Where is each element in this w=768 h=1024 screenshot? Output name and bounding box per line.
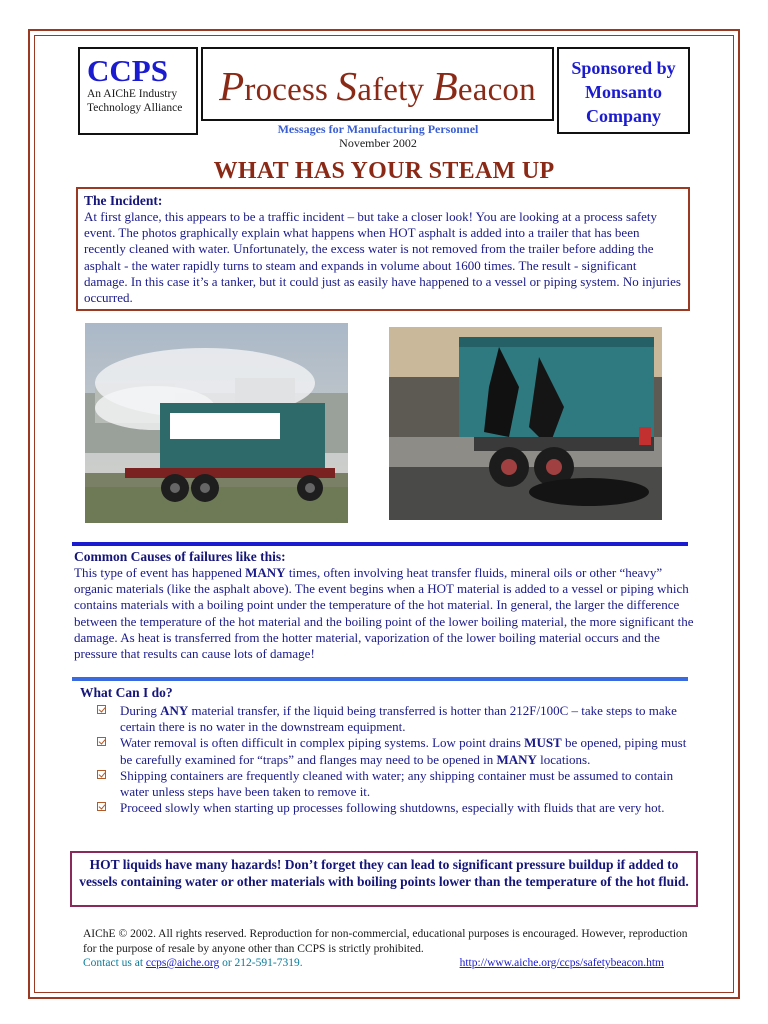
incident-heading: The Incident: <box>84 193 163 208</box>
incident-box <box>76 187 690 311</box>
email-link[interactable]: ccps@aiche.org <box>145 957 220 969</box>
subtitle: Messages for Manufacturing Personnel <box>277 122 479 136</box>
beacon-title-box <box>201 47 554 121</box>
alliance-line-1: An AIChE Industry <box>87 88 178 100</box>
what-can-i-do-section <box>80 685 690 816</box>
steaming-trailer-photo <box>85 323 348 523</box>
checkbox-icon <box>97 802 106 811</box>
issue-date: November 2002 <box>339 136 417 150</box>
section-divider-1 <box>72 542 688 546</box>
list-item: Shipping containers are frequently cleaned with water; any shipping container must be assumed to contain water unless steps have been taken to remove it. <box>80 768 690 800</box>
title-letter-p: P <box>219 63 245 109</box>
ccps-logo: CCPS <box>87 53 168 88</box>
list-item: Water removal is often difficult in complex piping systems. Low point drains MUST be opened, piping must be carefully examined for “traps” and flanges may need to be opened in MANY locations. <box>80 735 690 767</box>
ccps-logo-box <box>78 47 198 135</box>
checkbox-icon <box>97 770 106 779</box>
damaged-trailer-image <box>389 327 662 520</box>
contact-line: Contact us at ccps@aiche.org or 212-591-7319. http://www.aiche.org/ccps/safetybeacon.htm <box>83 957 664 969</box>
title-word-beacon: eacon <box>457 72 536 108</box>
causes-heading: Common Causes of failures like this: <box>74 549 286 564</box>
cando-heading: What Can I do? <box>80 685 173 700</box>
incident-text: At first glance, this appears to be a traffic incident – but take a closer look! You are looking at a process safety event. The photos graphically explain what happens when HOT asphalt is added into a trailer that has been recently cleaned with water. Unfortunately, the excess water is not removed from the trailer before adding the asphalt - the water rapidly turns to steam and expands in volume about 1600 times. The result - significant damage. In this case it’s a tanker, but it could just as easily have happened to a vessel or piping system. No injuries occurred. <box>84 209 681 306</box>
causes-section <box>74 549 694 662</box>
headline: WHAT HAS YOUR STEAM UP <box>213 158 555 184</box>
website-link[interactable]: http://www.aiche.org/ccps/safetybeacon.htm <box>459 957 664 969</box>
damaged-trailer-photo <box>389 327 662 520</box>
checkbox-icon <box>97 737 106 746</box>
sponsor-line-1: Sponsored by <box>571 58 676 78</box>
list-item: Proceed slowly when starting up processes following shutdowns, especially with fluids that are very hot. <box>80 800 690 816</box>
title-word-safety: afety <box>357 72 433 108</box>
alliance-line-2: Technology Alliance <box>87 102 183 114</box>
title-letter-b: B <box>432 63 458 109</box>
title-word-process: rocess <box>244 72 337 108</box>
title-letter-s: S <box>336 63 358 109</box>
sponsor-box <box>557 47 690 134</box>
section-divider-2 <box>72 677 688 681</box>
causes-text: This type of event has happened MANY times, often involving heat transfer fluids, mineral oils or other “heavy” organic materials (like the asphalt above). The event begins when a HOT material is added to a vessel or piping which contains materials with a boiling point under the temperature of the hot material. In general, the larger the difference between the temperature of the hot material and the boiling point of the lower boiling material, the more significant the damage. As heat is transferred from the hotter material, vaporization of the lower boiling material occurs and the pressure that results can cause lots of damage! <box>74 565 694 662</box>
list-item: During ANY material transfer, if the liquid being transferred is hotter than 212F/100C – take steps to make certain there is no water in the downstream equipment. <box>80 703 690 735</box>
checkbox-icon <box>97 705 106 714</box>
steaming-trailer-image <box>85 323 348 523</box>
beacon-title <box>203 49 552 127</box>
warning-box: HOT liquids have many hazards! Don’t forget they can lead to significant pressure buildup if added to vessels containing water or other materials with boiling points lower than the temperature of the hot fluid. <box>70 851 698 907</box>
copyright-text: AIChE © 2002. All rights reserved. Reproduction for non-commercial, educational purposes is encouraged. However, reproduction for the purpose of resale by anyone other than CCPS is strictly prohibited. <box>83 928 688 955</box>
sponsor-line-3: Company <box>585 106 661 126</box>
footer <box>83 927 688 971</box>
sponsor-line-2: Monsanto <box>584 82 662 102</box>
